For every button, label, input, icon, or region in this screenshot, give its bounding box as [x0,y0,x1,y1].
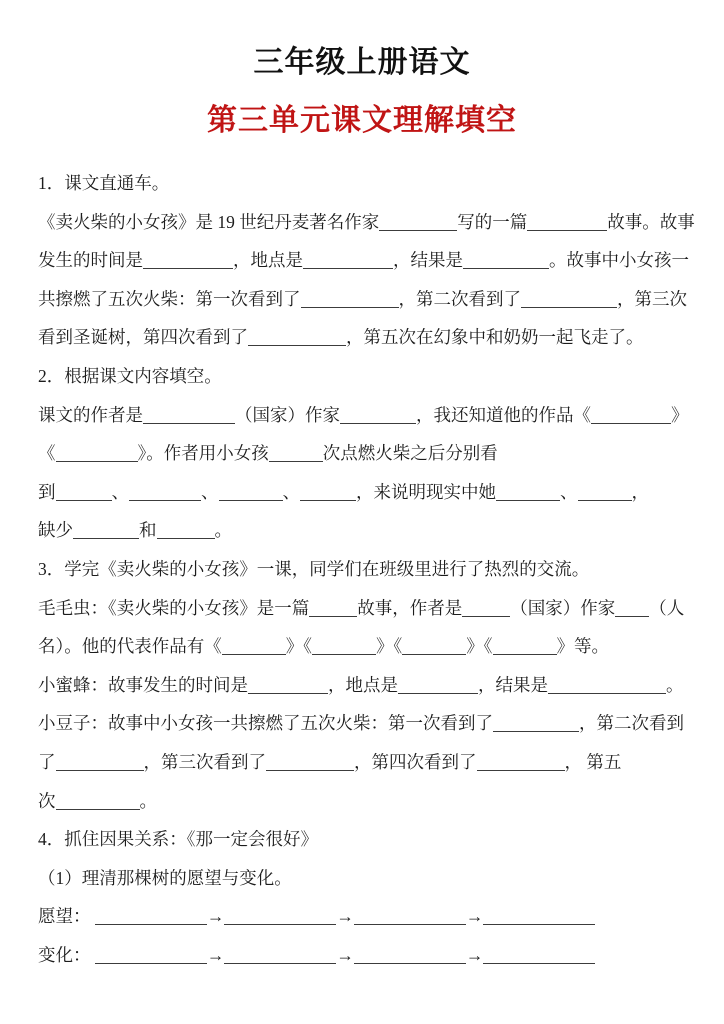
text-segment: （人 [649,597,685,618]
text-segment: 4．抓住因果关系：《那一定会很好》 [38,829,318,850]
fill-in-blank [615,602,649,617]
fill-in-blank [300,486,356,501]
worksheet-line [38,936,694,975]
text-segment: 、 [560,481,578,502]
text-segment: 次点燃火柴之后分别看 [322,443,498,464]
text-segment: ， [631,481,649,502]
fill-in-blank [462,602,510,617]
text-segment: 。 [666,674,684,695]
text-segment: 2．根据课文内容填空。 [38,365,222,386]
text-segment: → [336,906,354,927]
text-segment: ，第四次看到了 [354,751,477,772]
worksheet-line [38,589,694,628]
fill-in-blank [56,447,138,462]
worksheet-line [38,473,694,512]
worksheet-line [38,820,694,859]
worksheet-line [38,241,694,280]
text-segment: 到 [38,481,56,502]
fill-in-blank [248,331,346,346]
text-segment: 和 [139,520,157,541]
fill-in-blank [477,756,565,771]
fill-in-blank [222,640,286,655]
text-segment: ，第三次看到了 [143,751,266,772]
fill-in-blank [402,640,466,655]
fill-in-blank [129,486,201,501]
fill-in-blank [379,216,457,231]
fill-in-blank [303,254,393,269]
text-segment: ，我还知道他的作品《 [416,404,591,425]
text-segment: 名）。他的代表作品有《 [38,636,222,657]
fill-in-blank [95,949,207,964]
text-segment: 、 [282,481,300,502]
fill-in-blank [578,486,632,501]
text-segment: 看到圣诞树，第四次看到了 [38,327,248,348]
fill-in-blank [224,949,336,964]
text-segment: 愿望： [38,906,95,927]
text-segment: 、 [111,481,129,502]
fill-in-blank [219,486,283,501]
fill-in-blank [56,486,112,501]
worksheet-line [38,357,694,396]
text-segment: 》等。 [556,636,609,657]
text-segment: → [206,906,225,927]
text-segment: （国家）作家 [235,404,340,425]
worksheet-line [38,164,694,203]
text-segment: ，第二次看到 [579,713,684,734]
fill-in-blank [398,679,478,694]
fill-in-blank [340,409,416,424]
text-segment: → [465,906,484,927]
text-segment: 故事，作者是 [357,597,463,618]
text-segment: 》《 [376,636,403,657]
worksheet-line [38,704,694,743]
text-segment: 》《 [466,636,493,657]
fill-in-blank [95,910,207,925]
text-segment: （1）理清那棵树的愿望与变化。 [38,867,292,888]
worksheet-line [38,396,694,435]
text-segment: 小豆子：故事中小女孩一共擦燃了五次火柴：第一次看到了 [38,713,493,734]
fill-in-blank [496,486,560,501]
worksheet-line [38,511,694,550]
worksheet-line [38,280,694,319]
fill-in-blank [493,640,557,655]
fill-in-blank [521,293,617,308]
text-segment: 《 [38,443,56,464]
text-segment: 毛毛虫：《卖火柴的小女孩》是一篇 [38,597,310,618]
fill-in-blank [73,524,139,539]
fill-in-blank [312,640,376,655]
fill-in-blank [143,409,235,424]
worksheet-line [38,743,694,782]
text-segment: 1．课文直通车。 [38,173,170,193]
fill-in-blank [493,717,579,732]
fill-in-blank [527,216,607,231]
text-segment: ，第五次在幻象中和奶奶一起飞走了。 [346,327,644,348]
worksheet-line [38,782,694,821]
text-segment: 发生的时间是 [38,250,143,271]
fill-in-blank [591,409,671,424]
text-segment: 小蜜蜂：故事发生的时间是 [38,674,248,695]
fill-in-blank [483,910,595,925]
text-segment: ，第三次 [617,288,687,309]
worksheet-line [38,627,694,666]
page-title: 三年级上册语文 [253,46,471,79]
text-segment: 。 [139,790,157,811]
text-segment: 》。作者用小女孩 [137,443,269,464]
worksheet-line [38,203,694,242]
text-segment: 》 [671,404,689,425]
fill-in-blank [224,910,336,925]
worksheet-line [38,550,694,589]
text-segment: 。故事中小女孩一 [549,250,689,271]
fill-in-blank [463,254,549,269]
text-segment: 《卖火柴的小女孩》是 19 世纪丹麦著名作家 [38,211,380,232]
worksheet-line [38,666,694,705]
text-segment: ， 第五 [564,751,622,772]
fill-in-blank [548,679,666,694]
text-segment: （国家）作家 [510,597,616,618]
fill-in-blank [248,679,328,694]
text-segment: ，地点是 [233,250,303,271]
text-segment: 、 [201,481,219,502]
fill-in-blank [309,602,357,617]
text-segment: 。 [214,520,232,541]
text-segment: ，第二次看到了 [398,288,521,309]
text-segment: 写的一篇 [457,211,528,232]
fill-in-blank [354,910,466,925]
text-segment: 共擦燃了五次火柴：第一次看到了 [38,288,301,309]
worksheet-line [38,434,694,473]
fill-in-blank [56,795,140,810]
fill-in-blank [266,756,354,771]
fill-in-blank [157,524,215,539]
worksheet-body [0,140,724,974]
text-segment: 》《 [285,636,312,657]
text-segment: 3．学完《卖火柴的小女孩》一课，同学们在班级里进行了热烈的交流。 [38,558,590,579]
text-segment: ，结果是 [393,250,463,271]
text-segment: 课文的作者是 [38,404,143,425]
text-segment: 变化： [38,944,95,965]
worksheet-line [38,859,694,898]
text-segment: ，地点是 [328,674,398,695]
fill-in-blank [56,756,144,771]
text-segment: ，来说明现实中她 [356,481,496,502]
text-segment: → [336,944,354,965]
worksheet-line [38,897,694,936]
text-segment: ，结果是 [478,674,548,695]
fill-in-blank [143,254,233,269]
text-segment: 缺少 [38,520,73,541]
fill-in-blank [301,293,399,308]
fill-in-blank [483,949,595,964]
text-segment: 次 [38,790,56,811]
fill-in-blank [354,949,466,964]
text-segment: → [206,944,225,965]
text-segment: → [465,944,484,965]
page-subtitle: 第三单元课文理解填空 [207,104,517,137]
fill-in-blank [269,447,323,462]
text-segment: 了 [38,751,56,772]
text-segment: 故事。故事 [607,211,695,232]
worksheet-line [38,318,694,357]
